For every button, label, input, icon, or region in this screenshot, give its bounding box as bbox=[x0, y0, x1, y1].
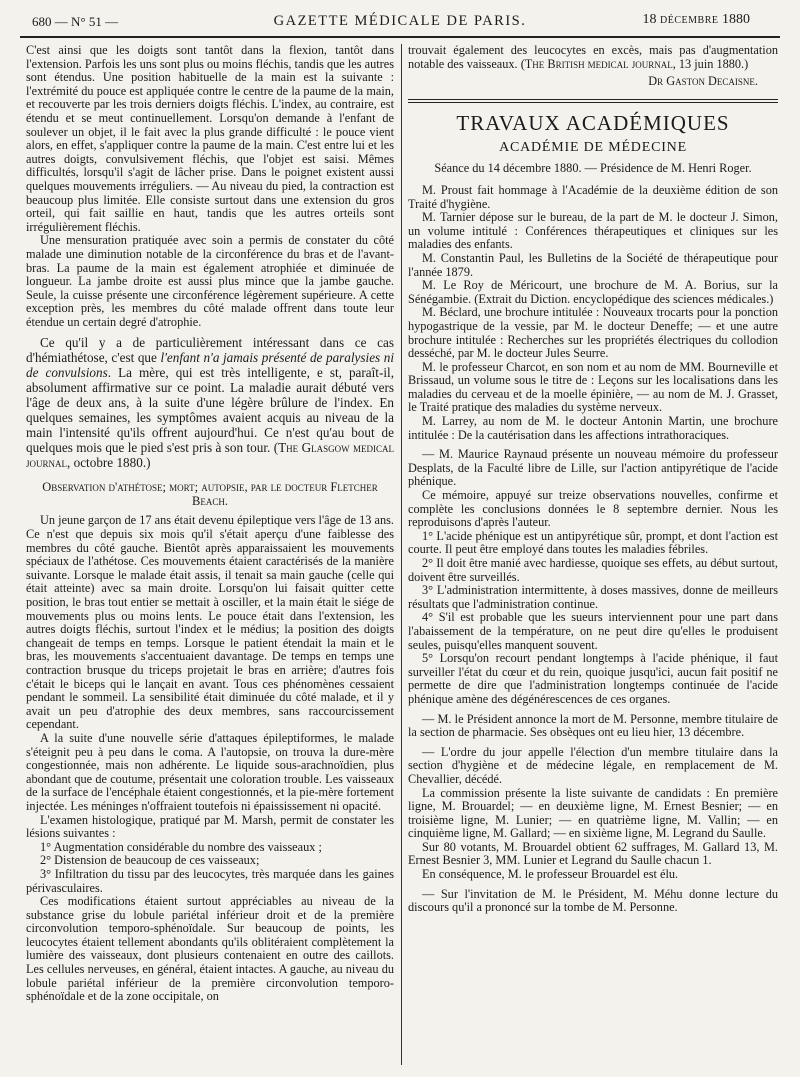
session-line: Séance du 14 décembre 1880. — Présidence de M. Henri Roger. bbox=[434, 161, 752, 176]
paragraph: M. Larrey, au nom de M. le docteur Antonin Martin, une brochure intitulée : De la cautérisation dans les affections intrathoraciques. bbox=[408, 414, 778, 442]
paragraph: C'est ainsi que les doigts sont tantôt dans la flexion, tantôt dans l'extension. Parfois les uns sont plus ou moins fléchis, tandis que les autres sont étendus. Une position habituelle de la main est la suivante : l'extrémité du pouce est appliquée contre le centre de la paume de la main, et recouverte par les trois derniers doigts fléchis. L'index, au contraire, est étendu et se meut continuellement. Lorsqu'on demande à l'enfant de soulever un objet, il le fait avec la plus grande difficulté : le pouce vient alors, en effet, s'appliquer contre la paume de la main. C'est entre lui et les autres doigts, convulsivement fléchis, que l'objet est saisi. Mêmes difficultés, lorsqu'il s'agit de lâcher prise. Dans le poignet existent aussi quelques mouvements irréguliers. — Au niveau du pied, la contraction est beaucoup plus limitée. Elle consiste surtout dans une extension du gros orteil, qui fait saillie en haut, tandis que les autres orteils sont irrégulièrement fléchis. bbox=[26, 44, 394, 234]
date-day: 18 bbox=[642, 12, 657, 27]
source-title: The Glasgow medical journal bbox=[26, 440, 394, 471]
date-year: 1880 bbox=[722, 12, 750, 27]
conclusion-item: 3° L'administration intermittente, à doses massives, donne de meilleurs résultats que l'administration continue. bbox=[408, 583, 778, 611]
conclusion-item: 4° S'il est probable que les sueurs interviennent pour une part dans l'abaissement de la température, on ne peut dire qu'elles le produisent seules, puisqu'elles manquent souvent. bbox=[408, 610, 778, 652]
paragraph: M. Béclard, une brochure intitulée : Nouveaux trocarts pour la ponction hypogastrique de la vessie, par M. le docteur Deneffe; — et une autre brochure intitulée : Recherches sur les propriétés électriques du collodion desséché, par M. le docteur Jules Seurre. bbox=[408, 305, 778, 361]
conclusion-item: 2° Il doit être manié avec hardiesse, quoique ses effets, au début surtout, doivent être surveillés. bbox=[408, 556, 778, 584]
author-signature: Dr Gaston Decaisne. bbox=[648, 74, 758, 89]
list-item: 2° Distension de beaucoup de ces vaisseaux; bbox=[40, 853, 260, 868]
paragraph: Sur 80 votants, M. Brouardel obtient 62 suffrages, M. Gallard 13, M. Ernest Besnier 3, MM. Lunier et Legrand du Saulle chacun 1. bbox=[408, 839, 778, 868]
paragraph: — Sur l'invitation de M. le Président, M. Méhu donne lecture du discours qu'il a prononcé sur la tombe de M. Personne. bbox=[408, 886, 778, 915]
list-item: 3° Infiltration du tissu par des leucocytes, très marquée dans les gaines périvasculaires. bbox=[26, 866, 394, 895]
paragraph: — M. Maurice Raynaud présente un nouveau mémoire du professeur Desplats, de la Faculté libre de Lille, sur l'action antipyrétique de l'acide phénique. bbox=[408, 447, 778, 489]
date-month: DÉCEMBRE bbox=[660, 15, 719, 26]
text-run: Ce qu'il y a de particulièrement intéressant dans ce cas d'hémiathétose, c'est que bbox=[26, 335, 394, 366]
conclusion-item: 1° L'acide phénique est un antipyrétique sûr, prompt, et dont l'action est courte. Il peut être employé dans toutes les maladies fébriles. bbox=[408, 528, 778, 557]
right-column bbox=[408, 44, 778, 1069]
paragraph: A la suite d'une nouvelle série d'attaques épileptiformes, le malade s'éteignit peu à peu dans le coma. A l'autopsie, on trouva la dure-mère congestionnée, mais non adhérente. Le liquide sous-arachnoïdien, plus abondant que de coutume, présentait une coloration trouble. Les vaisseaux de la surface de l'encéphale étaient congestionnés, et la pie-mère fortement injectée. Les méninges n'offraient toutefois ni épaississement ni opacité. bbox=[26, 730, 394, 813]
header-rule bbox=[20, 36, 780, 38]
conclusion-item: 5° Lorsqu'on recourt pendant longtemps à l'acide phénique, il faut surveiller l'état du cœur et du rein, quoique jusqu'ici, aucun fait positif ne permette de dire que l'administration longtemps continuée de l'acide phénique amène des dégénérescences de ces organes. bbox=[408, 651, 778, 706]
section-title: TRAVAUX ACADÉMIQUES bbox=[456, 110, 730, 135]
paragraph: M. Le Roy de Méricourt, une brochure de M. A. Borius, sur la Sénégambie. (Extrait du Diction. encyclopédique des sciences médicales.) bbox=[408, 278, 778, 306]
paragraph: Ce mémoire, appuyé sur treize observations nouvelles, confirme et complète les conclusions données le 8 septembre dernier. Nous les reproduisons d'après l'auteur. bbox=[408, 488, 778, 530]
text-run: , 13 juin 1880.) bbox=[672, 56, 749, 71]
paragraph: Une mensuration pratiquée avec soin a permis de constater du côté malade une diminution notable de la circonférence du bras et de l'avant-bras. La paume de la main est également atrophiée et diminuée de longueur. La jambe droite est aussi plus mince que la jambe gauche. Seule, la cuisse présente une circonférence légèrement supérieure. A cette exception près, les membres du côté malade offrent dans toute leur étendue un certain degré d'atrophie. bbox=[26, 233, 394, 329]
left-column bbox=[26, 44, 394, 1069]
paragraph: La commission présente la liste suivante de candidats : En première ligne, M. Brouardel; — en deuxième ligne, M. Ernest Besnier; — en troisième ligne, M. Lunier; — en quatrième ligne, M. Vallin; — en cinquième ligne, M. Gallard; — en sixième ligne, M. Legrand du Saulle. bbox=[408, 785, 778, 841]
paragraph: M. le professeur Charcot, en son nom et au nom de MM. Bourneville et Brissaud, un volume sous le titre de : Leçons sur les localisations dans les maladies du cerveau et de la moelle épinière, — au nom de M. J. Grasset, le Traité pratique des maladies du système nerveux. bbox=[408, 359, 778, 415]
paragraph: Un jeune garçon de 17 ans était devenu épileptique vers l'âge de 13 ans. Ce n'est que depuis six mois qu'il s'était aperçu d'une faiblesse des membres du côté gauche. Bientôt après apparaissaient les mouvements spéciaux de l'athétose. Ces mouvements étaient caractérisés de la manière suivante. Lorsque le malade était assis, il tenait sa main gauche (celle qui était atteinte) avec sa main droite. Lorsqu'on lui faisait quitter cette position, le bras tout entier se mettait à osciller, et la main était le siége de mouvements plus ou moins lents. Le pouce était dans l'extension, les autres doigts fléchis, surtout l'index et le médius; la position des doigts changeait de temps en temps. Lorsque le patient étendait la main et le bras, les mouvements s'accentuaient davantage. De temps en temps une contraction brusque du triceps projetait le bras en arrière; d'autres fois c'était le biceps qui le lançait en avant. Tous ces phénomènes cessaient pendant le sommeil. La sensibilité était diminuée du côté malade, et il y avait un peu d'atrophie des deux membres, sans raccourcissement cependant. bbox=[26, 513, 394, 732]
paragraph: M. Tarnier dépose sur le bureau, de la part de M. le docteur J. Simon, un volume intitulé : Conférences thérapeutiques et cliniques sur les maladies des enfants. bbox=[408, 210, 778, 252]
italic-run: l'enfant n'a jamais présenté de paralysies ni de convulsions bbox=[26, 350, 394, 381]
issue-date bbox=[643, 12, 750, 28]
paragraph-hemiathetose bbox=[26, 335, 394, 470]
column-divider bbox=[401, 44, 402, 1065]
paragraph: Ces modifications étaient surtout appréciables au niveau de la substance grise du lobule pariétal inférieur droit et de la première circonvolution temporo-sphénoïdale. Sur beaucoup de points, les leucocytes étaient tellement abondants qu'ils oblitéraient complètement la lumière des vaisseaux, dont plusieurs contenaient en outre des caillots. Les cellules nerveuses, en général, étaient intactes. A gauche, au niveau du lobule pariétal inférieur de la première circonvolution temporo-sphénoïdale et de la zone occipitale, on bbox=[26, 894, 394, 1004]
page-number: 680 — N° 51 — bbox=[32, 14, 119, 29]
text-run: . La mère, qui est très intelligente, e st, paraît-il, absolument affirmative sur ce point. La maladie aurait débuté vers l'âge de deux ans, à la suite d'une légère brûlure de l'index. En quelques semaines, les symptômes avaient acquis au niveau de la main l'intensité qu'ils offrent aujourd'hui. Ce n'est qu'au bout de quelques mois que le pied s'est pris à son tour. ( bbox=[26, 365, 394, 456]
larger-print-block bbox=[26, 335, 394, 470]
paragraph: M. Constantin Paul, les Bulletins de la Société de thérapeutique pour l'année 1879. bbox=[408, 250, 778, 279]
text-run: trouvait également des leucocytes en excès, mais pas d'augmentation notable des vaisseaux. ( bbox=[408, 44, 778, 71]
paragraph: En conséquence, M. le professeur Brouardel est élu. bbox=[422, 867, 679, 882]
section-subtitle: ACADÉMIE DE MÉDECINE bbox=[499, 139, 687, 155]
journal-title: GAZETTE MÉDICALE DE PARIS. bbox=[273, 13, 527, 29]
paragraph: L'examen histologique, pratiqué par M. Marsh, permit de constater les lésions suivantes : bbox=[26, 812, 394, 841]
section-rule bbox=[408, 99, 778, 103]
text-run: , octobre 1880.) bbox=[67, 455, 151, 471]
page-header bbox=[20, 12, 780, 34]
paragraph: — L'ordre du jour appelle l'élection d'un membre titulaire dans la section d'hygiène et de médecine légale, en remplacement de M. Chevallier, décédé. bbox=[408, 744, 778, 786]
paragraph: M. Proust fait hommage à l'Académie de la deuxième édition de son Traité d'hygiène. bbox=[408, 182, 778, 211]
paragraph: — M. le Président annonce la mort de M. Personne, membre titulaire de la section de pharmacie. Ses obsèques ont eu lieu hier, 13 décembre. bbox=[408, 711, 778, 740]
source-title: The British medical journal bbox=[524, 56, 673, 71]
list-item: 1° Augmentation considérable du nombre des vaisseaux ; bbox=[40, 839, 322, 854]
observation-heading: Observation d'athétose; mort; autopsie, par le docteur Fletcher Beach. bbox=[42, 480, 378, 509]
paragraph bbox=[408, 44, 778, 71]
